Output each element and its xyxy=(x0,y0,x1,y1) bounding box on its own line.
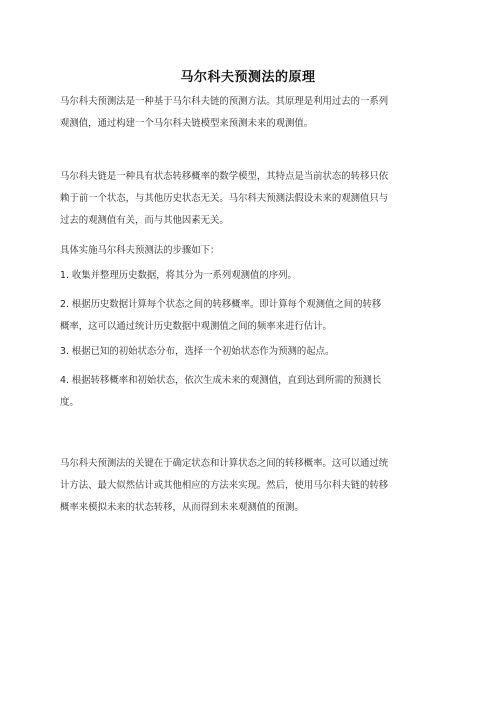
conclusion-paragraph xyxy=(60,453,440,519)
step-4 xyxy=(60,370,440,414)
step-line: 3. 根据已知的初始状态分布，选择一个初始状态作为预测的起点。 xyxy=(60,346,335,357)
paragraph-line: 马尔科夫链是一种具有状态转移概率的数学模型，其特点是当前状态的转移只依 xyxy=(60,171,389,182)
paragraph-line: 具体实施马尔科夫预测法的步骤如下： xyxy=(60,245,220,256)
paragraph-line: 概率来模拟未来的状态转移，从而得到未来观测值的预测。 xyxy=(60,502,304,513)
paragraph-line: 计方法、最大似然估计或其他相应的方法来实现。然后，使用马尔科夫链的转移 xyxy=(60,480,389,491)
paragraph-line: 观测值，通过构建一个马尔科夫链模型来预测未来的观测值。 xyxy=(60,118,314,129)
paragraph-line: 马尔科夫预测法的关键在于确定状态和计算状态之间的转移概率。这可以通过统 xyxy=(60,458,389,469)
step-line: 2. 根据历史数据计算每个状态之间的转移概率。即计算每个观测值之间的转移 xyxy=(60,299,382,310)
step-1 xyxy=(60,265,440,287)
steps-intro xyxy=(60,240,440,262)
step-line: 1. 收集并整理历史数据，将其分为一系列观测值的序列。 xyxy=(60,270,297,281)
step-line: 概率，这可以通过统计历史数据中观测值之间的频率来进行估计。 xyxy=(60,321,332,332)
intro-paragraph xyxy=(60,91,440,135)
paragraph-line: 赖于前一个状态，与其他历史状态无关。马尔科夫预测法假设未来的观测值只与 xyxy=(60,193,389,204)
document-title: 马尔科夫预测法的原理 xyxy=(180,70,316,85)
paragraph-line: 过去的观测值有关，而与其他因素无关。 xyxy=(60,215,229,226)
step-line: 4. 根据转移概率和初始状态，依次生成未来的观测值，直到达到所需的预测长 xyxy=(60,375,382,386)
step-2 xyxy=(60,294,440,338)
step-3 xyxy=(60,341,440,363)
step-line: 度。 xyxy=(60,397,79,408)
markov-chain-paragraph xyxy=(60,166,440,232)
paragraph-line: 马尔科夫预测法是一种基于马尔科夫链的预测方法。其原理是利用过去的一系列 xyxy=(60,96,389,107)
